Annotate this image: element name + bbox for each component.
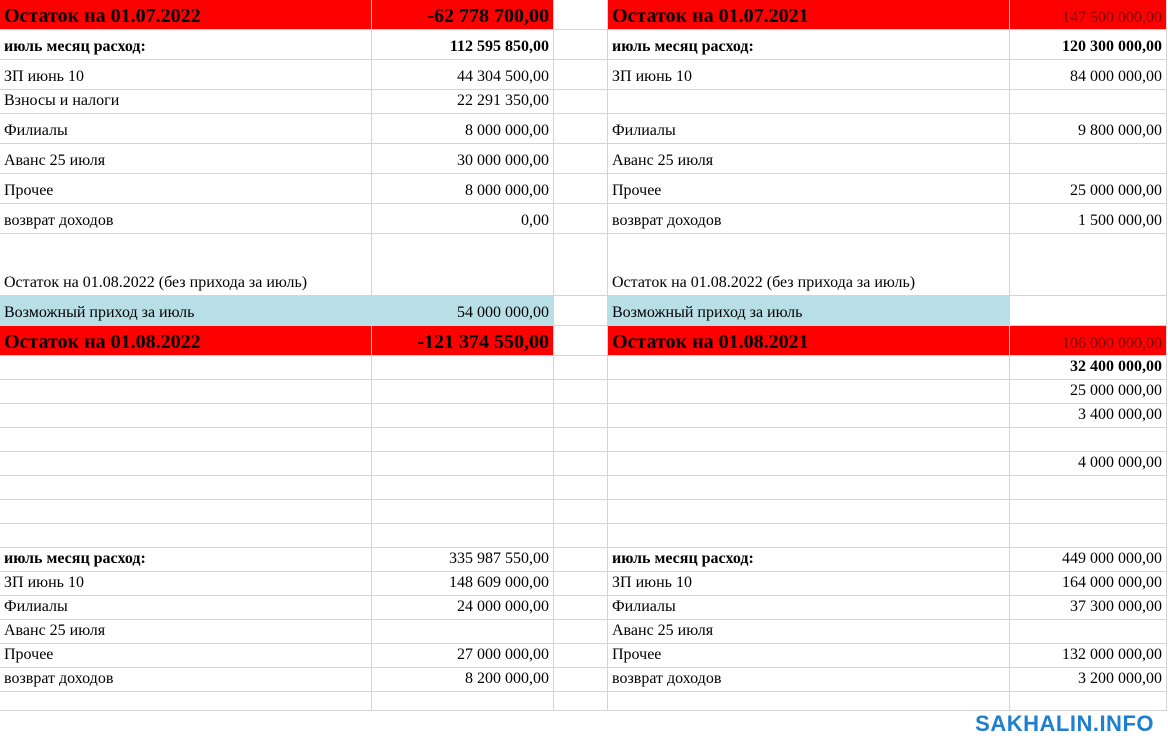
gap-cell[interactable] bbox=[554, 234, 608, 296]
right-extra-value[interactable] bbox=[1010, 428, 1167, 452]
left-row-value[interactable]: 30 000 000,00 bbox=[372, 144, 554, 174]
left-row-label[interactable]: возврат доходов bbox=[0, 668, 372, 692]
gap-cell[interactable] bbox=[554, 296, 608, 326]
gap-cell[interactable] bbox=[554, 326, 608, 356]
left-section-top-total[interactable]: 112 595 850,00 bbox=[372, 30, 554, 60]
right-row-value[interactable] bbox=[1010, 144, 1167, 174]
left-row-value[interactable]: 27 000 000,00 bbox=[372, 644, 554, 668]
right-header-top-value[interactable]: 147 500 000,00 bbox=[1010, 0, 1167, 30]
right-row-label[interactable]: Прочее bbox=[608, 174, 1010, 204]
empty-cell[interactable] bbox=[608, 452, 1010, 476]
left-row-value[interactable]: 44 304 500,00 bbox=[372, 60, 554, 90]
gap-cell[interactable] bbox=[554, 144, 608, 174]
empty-cell[interactable] bbox=[1010, 476, 1167, 500]
gap-cell[interactable] bbox=[554, 174, 608, 204]
gap-cell[interactable] bbox=[554, 428, 608, 452]
gap-cell[interactable] bbox=[554, 476, 608, 500]
right-row-value[interactable] bbox=[1010, 620, 1167, 644]
gap-cell[interactable] bbox=[554, 524, 608, 548]
gap-cell[interactable] bbox=[554, 620, 608, 644]
empty-cell[interactable] bbox=[0, 476, 372, 500]
empty-cell[interactable] bbox=[372, 234, 554, 296]
right-row-label[interactable]: Аванс 25 июля bbox=[608, 620, 1010, 644]
empty-cell[interactable] bbox=[372, 356, 554, 380]
left-header-bottom-value[interactable]: -121 374 550,00 bbox=[372, 326, 554, 356]
right-extra-value[interactable]: 3 400 000,00 bbox=[1010, 404, 1167, 428]
right-row-label[interactable]: Филиалы bbox=[608, 114, 1010, 144]
empty-cell[interactable] bbox=[608, 476, 1010, 500]
gap-cell[interactable] bbox=[554, 692, 608, 711]
gap-cell[interactable] bbox=[554, 90, 608, 114]
right-section-bottom-total[interactable]: 449 000 000,00 bbox=[1010, 548, 1167, 572]
left-row-label[interactable]: возврат доходов bbox=[0, 204, 372, 234]
right-extra-value[interactable]: 25 000 000,00 bbox=[1010, 380, 1167, 404]
empty-cell[interactable] bbox=[608, 500, 1010, 524]
left-row-label[interactable]: Филиалы bbox=[0, 114, 372, 144]
left-row-label[interactable]: Филиалы bbox=[0, 596, 372, 620]
empty-cell[interactable] bbox=[0, 356, 372, 380]
left-row-value[interactable]: 24 000 000,00 bbox=[372, 596, 554, 620]
left-row-label[interactable]: Аванс 25 июля bbox=[0, 144, 372, 174]
site-logo: SAKHALIN.INFO bbox=[975, 711, 1154, 736]
right-extra-value[interactable]: 4 000 000,00 bbox=[1010, 452, 1167, 476]
left-row-label[interactable]: Взносы и налоги bbox=[0, 90, 372, 114]
left-income-label[interactable]: Возможный приход за июль bbox=[0, 296, 372, 326]
right-row-label[interactable]: возврат доходов bbox=[608, 668, 1010, 692]
right-row-label[interactable]: Филиалы bbox=[608, 596, 1010, 620]
empty-cell[interactable] bbox=[608, 404, 1010, 428]
right-header-bottom-label[interactable]: Остаток на 01.08.2021 bbox=[608, 326, 1010, 356]
left-section-top-title[interactable]: июль месяц расход: bbox=[0, 30, 372, 60]
right-row-value[interactable]: 9 800 000,00 bbox=[1010, 114, 1167, 144]
right-row-label[interactable]: Аванс 25 июля bbox=[608, 144, 1010, 174]
gap-cell[interactable] bbox=[554, 668, 608, 692]
right-row-value[interactable]: 164 000 000,00 bbox=[1010, 572, 1167, 596]
right-section-top-total[interactable]: 120 300 000,00 bbox=[1010, 30, 1167, 60]
right-income-value[interactable] bbox=[1010, 296, 1167, 326]
gap-cell[interactable] bbox=[554, 114, 608, 144]
left-remainder-label[interactable]: Остаток на 01.08.2022 (без прихода за июль) bbox=[0, 234, 372, 296]
empty-cell[interactable] bbox=[1010, 500, 1167, 524]
right-header-bottom-value[interactable]: 106 000 000,00 bbox=[1010, 326, 1167, 356]
gap-cell[interactable] bbox=[554, 500, 608, 524]
right-income-label[interactable]: Возможный приход за июль bbox=[608, 296, 1010, 326]
empty-cell[interactable] bbox=[372, 380, 554, 404]
left-row-value[interactable]: 148 609 000,00 bbox=[372, 572, 554, 596]
left-row-value[interactable] bbox=[372, 620, 554, 644]
right-row-value[interactable]: 84 000 000,00 bbox=[1010, 60, 1167, 90]
empty-cell[interactable] bbox=[0, 404, 372, 428]
right-extra-value[interactable]: 32 400 000,00 bbox=[1010, 356, 1167, 380]
left-section-bottom-title[interactable]: июль месяц расход: bbox=[0, 548, 372, 572]
right-section-top-title[interactable]: июль месяц расход: bbox=[608, 30, 1010, 60]
right-row-value[interactable]: 132 000 000,00 bbox=[1010, 644, 1167, 668]
left-row-value[interactable]: 0,00 bbox=[372, 204, 554, 234]
left-row-label[interactable]: ЗП июнь 10 bbox=[0, 572, 372, 596]
left-row-value[interactable]: 8 000 000,00 bbox=[372, 174, 554, 204]
right-row-value[interactable]: 3 200 000,00 bbox=[1010, 668, 1167, 692]
left-row-value[interactable]: 8 200 000,00 bbox=[372, 668, 554, 692]
empty-cell[interactable] bbox=[0, 380, 372, 404]
empty-cell[interactable] bbox=[372, 452, 554, 476]
left-section-bottom-total[interactable]: 335 987 550,00 bbox=[372, 548, 554, 572]
empty-cell[interactable] bbox=[372, 476, 554, 500]
left-row-label[interactable]: Аванс 25 июля bbox=[0, 620, 372, 644]
left-header-bottom-label[interactable]: Остаток на 01.08.2022 bbox=[0, 326, 372, 356]
left-header-top-label[interactable]: Остаток на 01.07.2022 bbox=[0, 0, 372, 30]
right-row-value[interactable]: 1 500 000,00 bbox=[1010, 204, 1167, 234]
gap-cell[interactable] bbox=[554, 356, 608, 380]
left-row-label[interactable]: ЗП июнь 10 bbox=[0, 60, 372, 90]
empty-cell[interactable] bbox=[0, 452, 372, 476]
empty-cell[interactable] bbox=[608, 428, 1010, 452]
empty-cell[interactable] bbox=[372, 428, 554, 452]
right-remainder-label[interactable]: Остаток на 01.08.2022 (без прихода за июль) bbox=[608, 234, 1010, 296]
right-row-label[interactable]: ЗП июнь 10 bbox=[608, 60, 1010, 90]
left-header-top-value[interactable]: -62 778 700,00 bbox=[372, 0, 554, 30]
empty-cell[interactable] bbox=[372, 692, 554, 711]
empty-cell[interactable] bbox=[0, 428, 372, 452]
gap-cell[interactable] bbox=[554, 60, 608, 90]
right-row-value[interactable] bbox=[1010, 90, 1167, 114]
empty-cell[interactable] bbox=[372, 500, 554, 524]
left-row-label[interactable]: Прочее bbox=[0, 174, 372, 204]
gap-cell[interactable] bbox=[554, 644, 608, 668]
gap-cell[interactable] bbox=[554, 596, 608, 620]
gap-cell[interactable] bbox=[554, 452, 608, 476]
right-row-label[interactable]: возврат доходов bbox=[608, 204, 1010, 234]
right-row-label[interactable]: ЗП июнь 10 bbox=[608, 572, 1010, 596]
gap-cell[interactable] bbox=[554, 204, 608, 234]
gap-cell[interactable] bbox=[554, 380, 608, 404]
empty-cell[interactable] bbox=[608, 524, 1010, 548]
right-section-bottom-title[interactable]: июль месяц расход: bbox=[608, 548, 1010, 572]
right-row-label[interactable] bbox=[608, 90, 1010, 114]
empty-cell[interactable] bbox=[1010, 234, 1167, 296]
empty-cell[interactable] bbox=[608, 356, 1010, 380]
empty-cell[interactable] bbox=[372, 524, 554, 548]
gap-cell[interactable] bbox=[554, 548, 608, 572]
gap-cell[interactable] bbox=[554, 404, 608, 428]
gap-cell[interactable] bbox=[554, 0, 608, 30]
empty-cell[interactable] bbox=[0, 524, 372, 548]
gap-cell[interactable] bbox=[554, 30, 608, 60]
empty-cell[interactable] bbox=[608, 692, 1010, 711]
left-income-value[interactable]: 54 000 000,00 bbox=[372, 296, 554, 326]
empty-cell[interactable] bbox=[1010, 692, 1167, 711]
left-row-value[interactable]: 8 000 000,00 bbox=[372, 114, 554, 144]
left-row-label[interactable]: Прочее bbox=[0, 644, 372, 668]
empty-cell[interactable] bbox=[0, 500, 372, 524]
right-row-value[interactable]: 37 300 000,00 bbox=[1010, 596, 1167, 620]
gap-cell[interactable] bbox=[554, 572, 608, 596]
right-header-top-label[interactable]: Остаток на 01.07.2021 bbox=[608, 0, 1010, 30]
right-row-value[interactable]: 25 000 000,00 bbox=[1010, 174, 1167, 204]
right-row-label[interactable]: Прочее bbox=[608, 644, 1010, 668]
empty-cell[interactable] bbox=[1010, 524, 1167, 548]
left-row-value[interactable]: 22 291 350,00 bbox=[372, 90, 554, 114]
empty-cell[interactable] bbox=[608, 380, 1010, 404]
empty-cell[interactable] bbox=[372, 404, 554, 428]
empty-cell[interactable] bbox=[0, 692, 372, 711]
